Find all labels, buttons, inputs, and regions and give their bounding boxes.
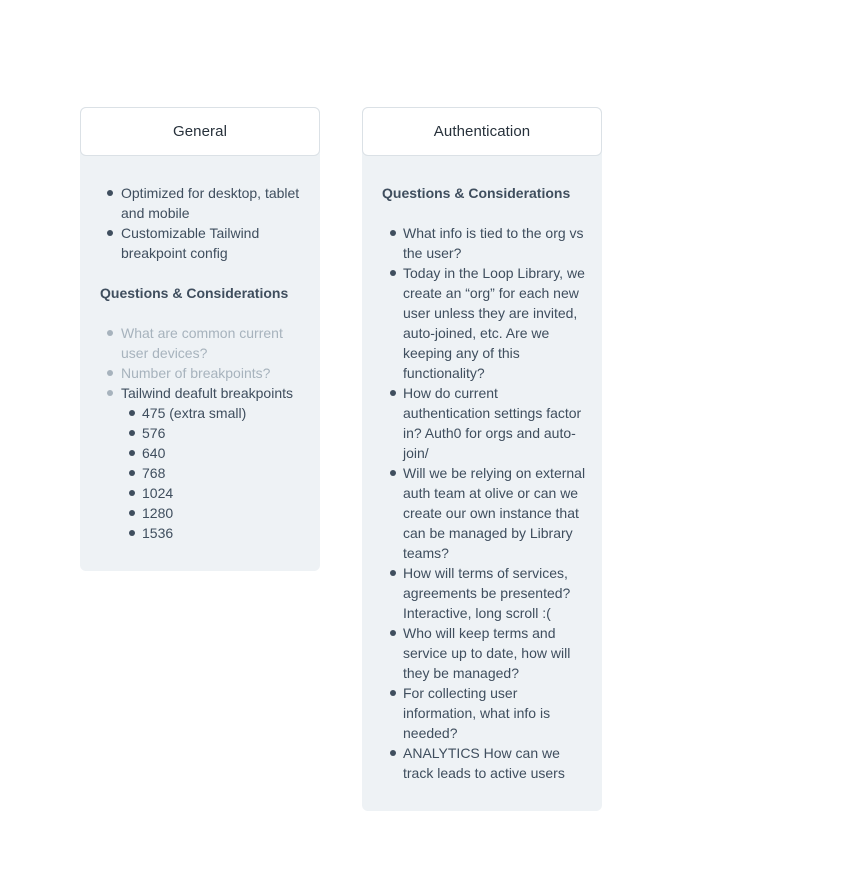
list-item: Optimized for desktop, tablet and mobile bbox=[100, 183, 304, 223]
list-item: ANALYTICS How can we track leads to active users bbox=[382, 743, 586, 783]
list-item bbox=[100, 383, 304, 543]
authentication-card bbox=[362, 107, 602, 811]
list-item: What are common current user devices? bbox=[100, 323, 304, 363]
list-item: Number of breakpoints? bbox=[100, 363, 304, 383]
breakpoint-list bbox=[121, 403, 304, 543]
list-item: Customizable Tailwind breakpoint config bbox=[100, 223, 304, 263]
authentication-card-title: Authentication bbox=[433, 123, 531, 140]
list-item: Today in the Loop Library, we create an “org” for each new user unless they are invited, auto-joined, etc. Are we keeping any of this functionality? bbox=[382, 263, 586, 383]
authentication-question-list bbox=[382, 223, 586, 783]
breakpoint-item: 640 bbox=[121, 443, 304, 463]
list-item: How do current authentication settings factor in? Auth0 for orgs and auto-join/ bbox=[382, 383, 586, 463]
list-item-label: Tailwind deafult breakpoints bbox=[121, 385, 293, 401]
authentication-card-header[interactable] bbox=[362, 107, 602, 156]
breakpoint-item: 1536 bbox=[121, 523, 304, 543]
breakpoint-item: 1024 bbox=[121, 483, 304, 503]
list-item: For collecting user information, what info is needed? bbox=[382, 683, 586, 743]
list-item: How will terms of services, agreements be presented? Interactive, long scroll :( bbox=[382, 563, 586, 623]
authentication-questions-heading: Questions & Considerations bbox=[382, 185, 571, 201]
breakpoint-item: 576 bbox=[121, 423, 304, 443]
general-card-title: General bbox=[172, 123, 228, 140]
general-card-header[interactable] bbox=[80, 107, 320, 156]
general-feature-list bbox=[100, 183, 304, 263]
breakpoint-item: 1280 bbox=[121, 503, 304, 523]
general-question-list bbox=[100, 323, 304, 543]
list-item: Will we be relying on external auth team at olive or can we create our own instance that can be managed by Library teams? bbox=[382, 463, 586, 563]
breakpoint-item: 768 bbox=[121, 463, 304, 483]
breakpoint-item: 475 (extra small) bbox=[121, 403, 304, 423]
list-item: Who will keep terms and service up to date, how will they be managed? bbox=[382, 623, 586, 683]
general-card-body bbox=[80, 156, 320, 543]
general-questions-heading: Questions & Considerations bbox=[100, 285, 289, 301]
authentication-card-body bbox=[362, 156, 602, 783]
list-item: What info is tied to the org vs the user? bbox=[382, 223, 586, 263]
general-card bbox=[80, 107, 320, 571]
